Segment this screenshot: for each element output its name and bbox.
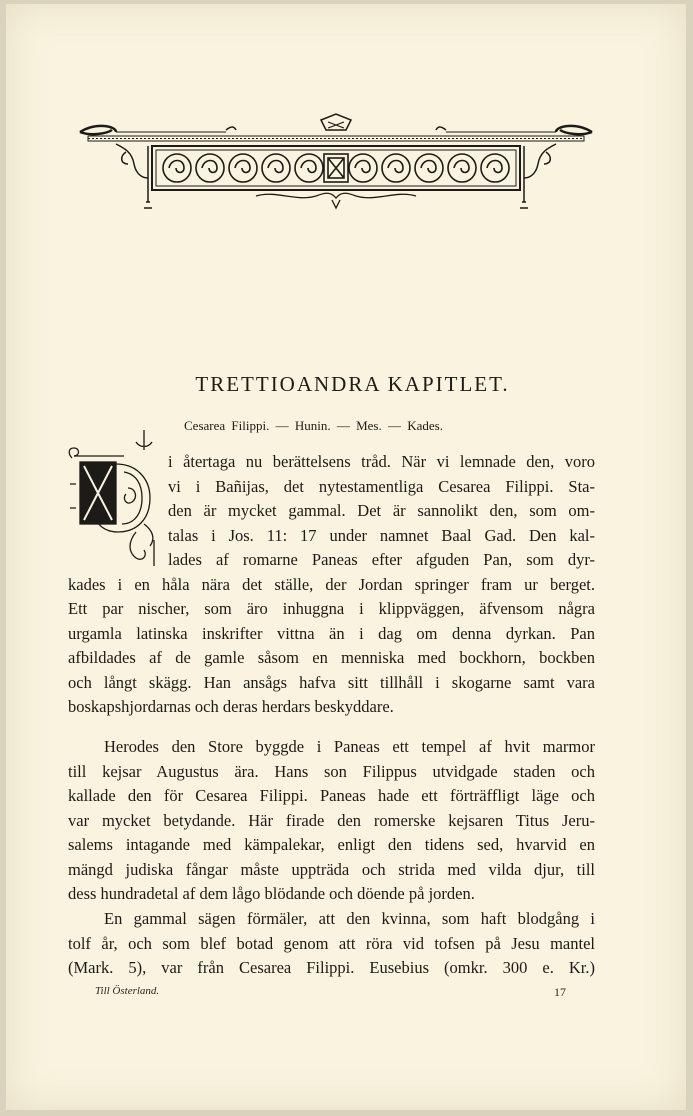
printer-signature: Till Österland. bbox=[95, 985, 160, 997]
paragraph-1 bbox=[68, 450, 595, 720]
text-line: och långt skägg. Han ansågs hafva sitt tillhåll i skogarne samt vara bbox=[68, 672, 595, 692]
text-line: boskapshjordarnas och deras herdars beskyddare. bbox=[68, 697, 394, 716]
text-line: (Mark. 5), var från Cesarea Filippi. Eusebius (omkr. 300 e. Kr.) bbox=[68, 958, 595, 977]
paragraph-2 bbox=[68, 735, 595, 907]
header-ornament bbox=[76, 112, 596, 216]
paragraph-3 bbox=[68, 907, 595, 981]
text-line: lades af romarne Paneas efter afguden Pan, som dyr- bbox=[168, 550, 595, 569]
text-line: tolf år, och som blef botad genom att röra vid tofsen på Jesu mantel bbox=[68, 933, 595, 953]
chapter-title: TRETTIOANDRA KAPITLET. bbox=[195, 372, 510, 396]
text-line: till kejsar Augustus ära. Hans son Filippus utvidgade staden och bbox=[68, 761, 595, 781]
text-line: kades i en håla nära det ställe, der Jordan springer fram ur berget. bbox=[68, 574, 595, 594]
text-line: Ett par nischer, som äro inhuggna i klippväggen, äfvensom några bbox=[68, 599, 595, 618]
text-line: var mycket betydande. Här firade den romerske kejsaren Titus Jeru- bbox=[68, 810, 595, 830]
text-line: En gammal sägen förmäler, att den kvinna, som haft blodgång i bbox=[104, 909, 595, 928]
text-line: urgamla latinska inskrifter vittna än i dag om denna dyrkan. Pan bbox=[68, 623, 595, 643]
book-page bbox=[6, 4, 686, 1110]
text-line: i återtaga nu berättelsens tråd. När vi lemnade den, voro bbox=[168, 452, 595, 471]
text-line: afbildades af de gamle såsom en menniska med bockhorn, bockben bbox=[68, 648, 595, 667]
text-line: vi i Bañijas, det nytestamentliga Cesarea Filippi. Sta- bbox=[168, 476, 595, 496]
signature-number: 17 bbox=[554, 985, 566, 999]
text-line: kallade den för Cesarea Filippi. Paneas hade ett förträffligt läge och bbox=[68, 786, 595, 805]
text-line: dess hundradetal af dem lågo blödande och döende på jorden. bbox=[68, 884, 475, 903]
text-line: den är mycket gammal. Det är sannolikt den, som om- bbox=[168, 501, 595, 520]
text-line: mängd judiska fångar måste uppträda och strida med vilda djur, till bbox=[68, 859, 595, 879]
text-line: salems intagande med kämpalekar, enligt den tidens sed, hvarvid en bbox=[68, 835, 595, 854]
chapter-subtitle: Cesarea Filippi. — Hunin. — Mes. — Kades. bbox=[184, 418, 443, 433]
text-line: talas i Jos. 11: 17 under namnet Baal Gad. Den kal- bbox=[168, 525, 595, 545]
text-line: Herodes den Store byggde i Paneas ett tempel af hvit marmor bbox=[104, 737, 595, 756]
